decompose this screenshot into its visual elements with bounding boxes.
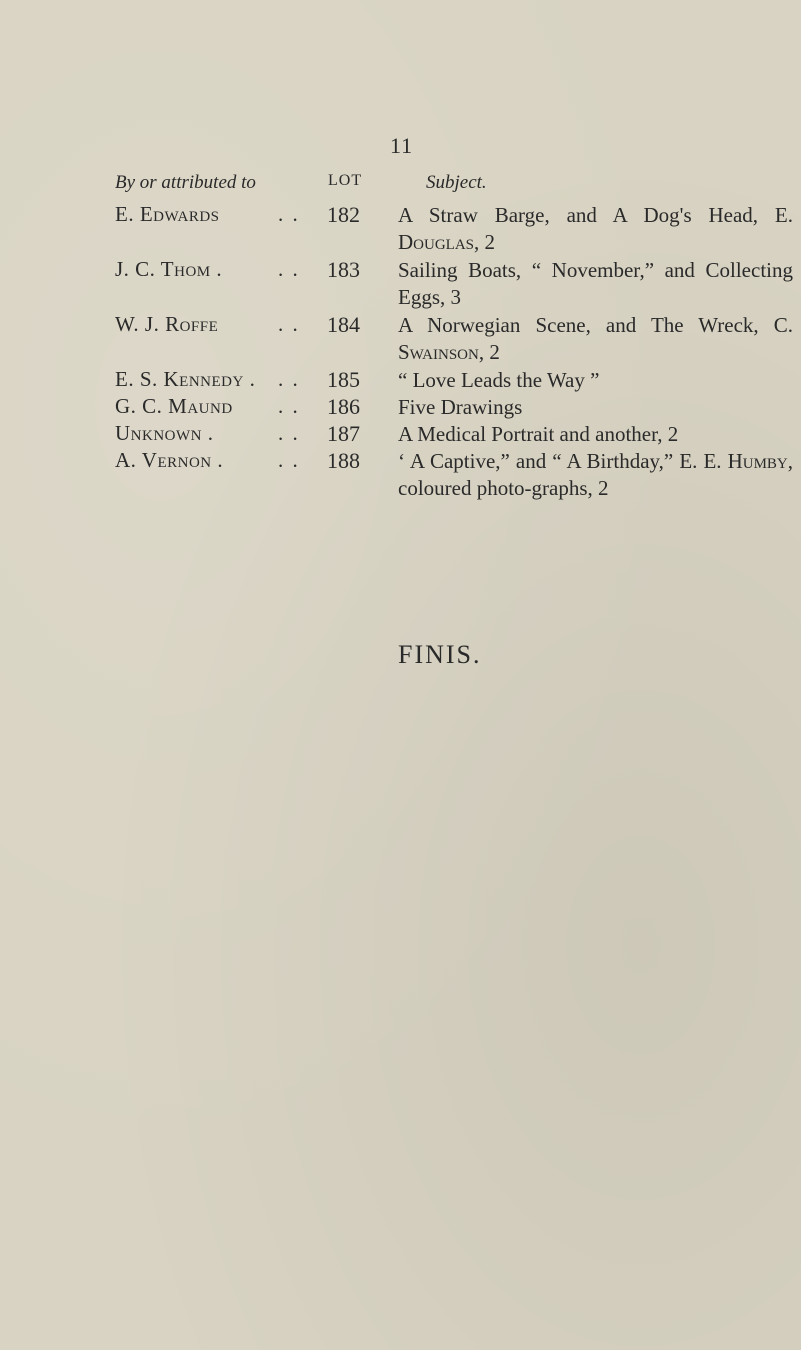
subject-text: ‘ A Captive,” and “ A Birthday,” E. E. Humby, coloured photo-graphs, 2: [398, 449, 794, 500]
lot-number: 186: [327, 394, 360, 419]
header-subject: Subject.: [426, 172, 487, 193]
header-lot: LOT: [328, 172, 363, 189]
artist-name: A. Vernon .: [115, 448, 224, 472]
leader-dots: . .: [278, 448, 300, 472]
subject-text: A Norwegian Scene, and The Wreck, C. Swainson, 2: [398, 313, 793, 364]
artist-name: Unknown .: [115, 421, 214, 445]
header-artist: By or attributed to: [115, 172, 256, 193]
subject-text: Sailing Boats, “ November,” and Collecting Eggs, 3: [398, 258, 793, 309]
leader-dots: . .: [278, 202, 300, 226]
lot-number: 187: [327, 421, 360, 446]
lot-number: 182: [327, 202, 360, 227]
artist-name: J. C. Thom .: [115, 257, 223, 281]
page-number: 11: [390, 133, 414, 158]
leader-dots: . .: [278, 312, 300, 336]
subject-text: “ Love Leads the Way ”: [398, 368, 600, 392]
subject-text: Five Drawings: [398, 395, 523, 419]
artist-name: G. C. Maund: [115, 394, 233, 418]
artist-credit: C. Swainson: [398, 313, 793, 364]
leader-dots: . .: [278, 394, 300, 418]
leader-dots: . .: [278, 421, 300, 445]
lot-number: 185: [327, 367, 360, 392]
subject-text: A Medical Portrait and another, 2: [398, 422, 679, 446]
lot-number: 184: [327, 312, 360, 337]
artist-name: E. S. Kennedy .: [115, 367, 256, 391]
finis-text: FINIS.: [398, 640, 482, 669]
leader-dots: . .: [278, 367, 300, 391]
artist-credit: E. Douglas: [398, 203, 793, 254]
lot-number: 188: [327, 448, 360, 473]
lot-number: 183: [327, 257, 360, 282]
artist-name: E. Edwards: [115, 202, 220, 226]
artist-credit: E. E. Humby: [679, 449, 788, 473]
leader-dots: . .: [278, 257, 300, 281]
subject-text: A Straw Barge, and A Dog's Head, E. Douglas, 2: [398, 203, 793, 254]
artist-name: W. J. Roffe: [115, 312, 219, 336]
